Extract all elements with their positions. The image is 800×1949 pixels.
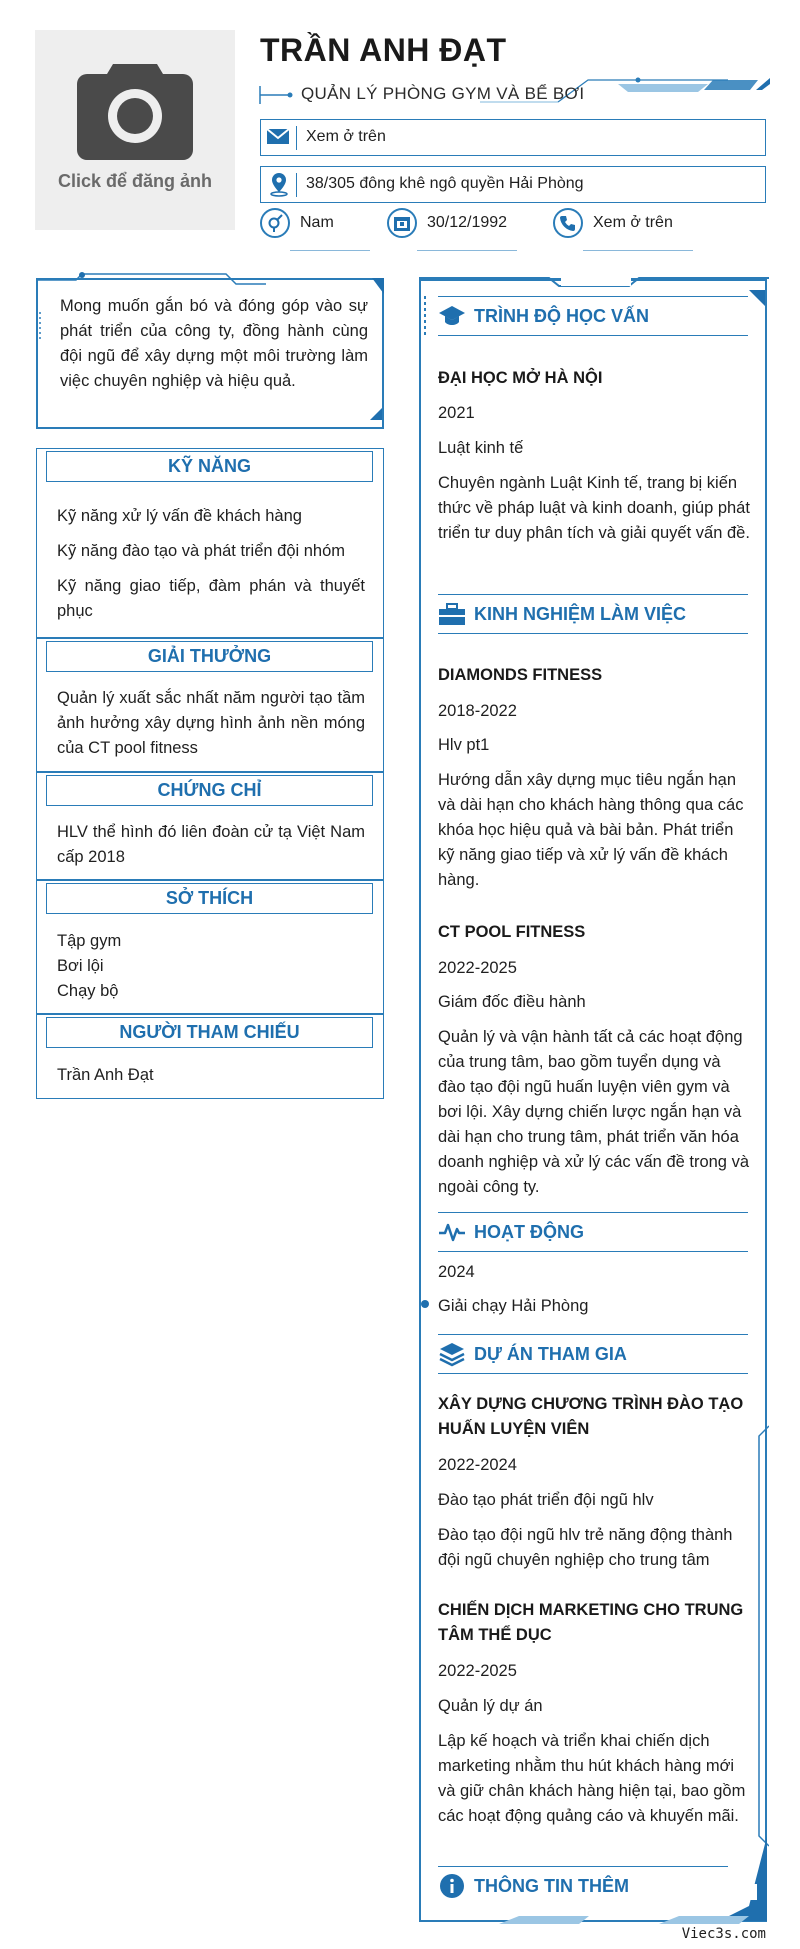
extra-info-heading: THÔNG TIN THÊM: [474, 1876, 629, 1896]
job-description: Hướng dẫn xây dựng mục tiêu ngắn hạn và dài hạn cho khách hàng thông qua các khóa học hiệu quả và bài bản. Phát triển kỹ năng giao tiếp và xử lý vấn đề khách hàng.: [438, 771, 744, 889]
activity-year: 2024: [438, 1263, 475, 1281]
hobby-item: Bơi lội: [57, 957, 104, 975]
job-description: Quản lý và vận hành tất cả các hoạt động của trung tâm, bao gồm tuyển dụng và đào tạo đội ngũ huấn luyện viên gym và bơi lội. Xây dựng chiến lược ngắn hạn và dài hạn cho trung tâm, phát triển văn hóa doanh nghiệp và xử lý các vấn đề trong và ngoài công ty.: [438, 1028, 749, 1196]
calendar-icon: [387, 208, 417, 238]
pulse-icon: [438, 1219, 466, 1245]
email-field[interactable]: [260, 119, 766, 156]
skills-heading: KỸ NĂNG: [46, 451, 373, 482]
projects-heading-bar: [438, 1334, 748, 1374]
project-role: Đào tạo phát triển đội ngũ hlv: [438, 1491, 654, 1509]
references-heading: NGƯỜI THAM CHIẾU: [46, 1017, 373, 1048]
hobbies-section: [36, 880, 384, 1014]
project-name: CHIẾN DỊCH MARKETING CHO TRUNG TÂM THỂ DỤC: [438, 1601, 744, 1644]
project-description: Lập kế hoạch và triển khai chiến dịch marketing nhằm thu hút khách hàng mới và giữ chân khách hàng hiện tại, bao gồm các hoạt động quảng cáo và khuyến mãi.: [438, 1732, 746, 1825]
projects-heading: DỰ ÁN THAM GIA: [474, 1344, 627, 1364]
experience-heading-bar: [438, 594, 748, 634]
certificate-text: HLV thể hình đó liên đoàn cử tạ Việt Nam cấp 2018: [57, 823, 365, 866]
job-period: 2018-2022: [438, 702, 517, 720]
hobby-item: Chạy bộ: [57, 982, 119, 1000]
education-heading: TRÌNH ĐỘ HỌC VẤN: [474, 306, 649, 326]
project-name: XÂY DỰNG CHƯƠNG TRÌNH ĐÀO TẠO HUẤN LUYỆN VIÊN: [438, 1395, 744, 1438]
education-heading-bar: [438, 296, 748, 336]
phone-icon: [553, 208, 583, 238]
job-role: Hlv pt1: [438, 736, 490, 754]
gender-icon: [260, 208, 290, 238]
layers-icon: [438, 1341, 466, 1367]
camera-icon: [75, 58, 195, 164]
education-school: ĐẠI HỌC MỞ HÀ NỘI: [438, 369, 603, 387]
activity-name: Giải chạy Hải Phòng: [438, 1297, 589, 1315]
award-text: Quản lý xuất sắc nhất năm người tạo tầm ảnh hưởng xây dựng hình ảnh nền móng của CT pool fitness: [57, 689, 365, 757]
project-role: Quản lý dự án: [438, 1697, 543, 1715]
hobby-item: Tập gym: [57, 932, 122, 950]
certificates-section: [36, 772, 384, 880]
address-field[interactable]: [260, 166, 766, 203]
project-period: 2022-2025: [438, 1662, 517, 1680]
briefcase-icon: [438, 601, 466, 627]
candidate-name: TRẦN ANH ĐẠT: [260, 32, 507, 68]
gender-value: Nam: [300, 214, 334, 231]
footer-brand: Viec3s.com: [681, 1926, 766, 1942]
awards-section: [36, 638, 384, 772]
job-role: Giám đốc điều hành: [438, 993, 586, 1011]
email-value: Xem ở trên: [306, 128, 386, 145]
extra-info-heading-bar: [438, 1866, 728, 1906]
education-year: 2021: [438, 404, 475, 422]
job-company: DIAMONDS FITNESS: [438, 666, 603, 684]
activities-heading: HOẠT ĐỘNG: [474, 1222, 584, 1242]
skills-section: [36, 448, 384, 638]
skill-item: Kỹ năng giao tiếp, đàm phán và thuyết phục: [57, 577, 365, 620]
phone-value: Xem ở trên: [593, 214, 673, 231]
project-description: Đào tạo đội ngũ hlv trẻ năng động thành đội ngũ chuyên nghiệp cho trung tâm: [438, 1526, 733, 1569]
job-title: QUẢN LÝ PHÒNG GYM VÀ BỂ BƠI: [301, 84, 585, 103]
avatar-upload[interactable]: [35, 30, 235, 230]
info-icon: [438, 1873, 466, 1899]
experience-heading: KINH NGHIỆM LÀM VIỆC: [474, 604, 687, 624]
awards-heading: GIẢI THƯỞNG: [46, 641, 373, 672]
job-period: 2022-2025: [438, 959, 517, 977]
project-period: 2022-2024: [438, 1456, 517, 1474]
certificates-heading: CHỨNG CHỈ: [46, 775, 373, 806]
hobbies-heading: SỞ THÍCH: [46, 883, 373, 914]
mail-icon: [265, 123, 293, 151]
activities-heading-bar: [438, 1212, 748, 1252]
graduation-cap-icon: [438, 303, 466, 329]
address-value: 38/305 đông khê ngô quyền Hải Phòng: [306, 175, 584, 192]
reference-text: Trần Anh Đạt: [57, 1066, 154, 1084]
skill-item: Kỹ năng xử lý vấn đề khách hàng: [57, 507, 302, 525]
references-section: [36, 1014, 384, 1099]
education-major: Luật kinh tế: [438, 439, 524, 457]
objective-frame-decoration: [36, 272, 386, 432]
photo-caption: Click để đăng ảnh: [57, 171, 213, 191]
education-description: Chuyên ngành Luật Kinh tế, trang bị kiến thức về pháp luật và kinh doanh, giúp phát triển tư duy phân tích và giải quyết vấn đề.: [438, 474, 750, 542]
dob-value: 30/12/1992: [427, 214, 508, 231]
location-pin-icon: [265, 170, 293, 198]
objective-text: Mong muốn gắn bó và đóng góp vào sự phát triển của công ty, đồng hành cùng đội ngũ để xây dựng một môi trường làm việc chuyên nghiệp và hiệu quả.: [60, 297, 368, 390]
job-company: CT POOL FITNESS: [438, 923, 586, 941]
skill-item: Kỹ năng đào tạo và phát triển đội nhóm: [57, 542, 346, 560]
